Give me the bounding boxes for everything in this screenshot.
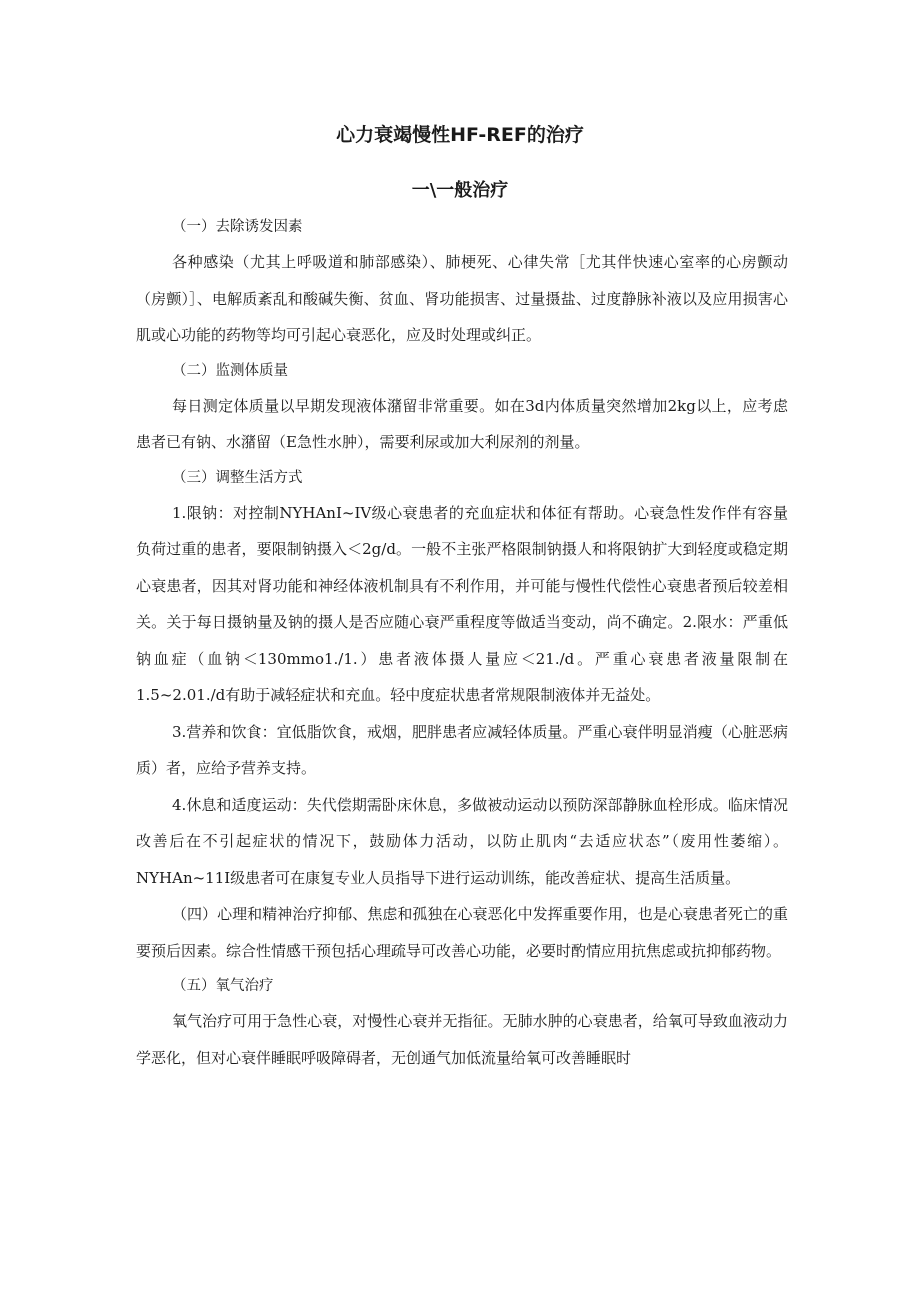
section-title: 一\一般治疗 (411, 180, 509, 201)
subsection-heading-2: （二）监测体质量 (172, 362, 288, 379)
paragraph: 1.限钠：对控制NYHAnI~IV级心衰患者的充血症状和体征有帮助。心衰急性发作伴有容量负荷过重的患者，要限制钠摄入＜2g/d。一般不主张严格限制钠摄人和将限钠扩大到轻度或稳定期心衰患者，因其对肾功能和神经体液机制具有不利作用，并可能与慢性代偿性心衰患者预后较差相关。关于每日摄钠量及钠的摄人是否应随心衰严重程度等做适当变动，尚不确定。2.限水：严重低钠血症（血钠＜130mmo1./1.）患者液体摄人量应＜21./d。严重心衰患者液量限制在1.5~2.01./d有助于减轻症状和充血。轻中度症状患者常规限制液体并无益处。 (136, 503, 788, 704)
paragraph: 各种感染（尤其上呼吸道和肺部感染）、肺梗死、心律失常［尤其伴快速心室率的心房颤动（房颤）］、电解质紊乱和酸碱失衡、贫血、肾功能损害、过量摄盐、过度静脉补液以及应用损害心肌或心功能的药物等均可引起心衰恶化，应及时处理或纠正。 (136, 253, 788, 344)
paragraph: 3.营养和饮食：宜低脂饮食，戒烟，肥胖患者应减轻体质量。严重心衰伴明显消瘦（心脏恶病质）者，应给予营养支持。 (136, 722, 788, 777)
subsection-heading-3: （三）调整生活方式 (172, 469, 303, 486)
page-title: 心力衰竭慢性HF-REF的治疗 (336, 124, 584, 146)
subsection-heading-1: （一）去除诱发因素 (172, 219, 303, 235)
document-body (136, 210, 788, 1076)
paragraph: 氧气治疗可用于急性心衰，对慢性心衰并无指征。无肺水肿的心衰患者，给氧可导致血液动力学恶化，但对心衰伴睡眠呼吸障碍者，无创通气加低流量给氧可改善睡眠时 (136, 1012, 788, 1067)
paragraph: （四）心理和精神治疗抑郁、焦虑和孤独在心衰恶化中发挥重要作用，也是心衰患者死亡的重要预后因素。综合性情感干预包括心理疏导可改善心功能，必要时酌情应用抗焦虑或抗抑郁药物。 (136, 905, 788, 960)
subsection-heading-5: （五）氧气治疗 (172, 978, 274, 994)
paragraph: 每日测定体质量以早期发现液体潴留非常重要。如在3d内体质量突然增加2kg以上，应考虑患者已有钠、水潴留（E急性水肿），需要利尿或加大利尿剂的剂量。 (136, 396, 788, 451)
paragraph: 4.休息和适度运动：失代偿期需卧床休息，多做被动运动以预防深部静脉血栓形成。临床情况改善后在不引起症状的情况下，鼓励体力活动，以防止肌肉“去适应状态”（废用性萎缩）。NYHAn~11I级患者可在康复专业人员指导下进行运动训练，能改善症状、提高生活质量。 (136, 795, 788, 887)
